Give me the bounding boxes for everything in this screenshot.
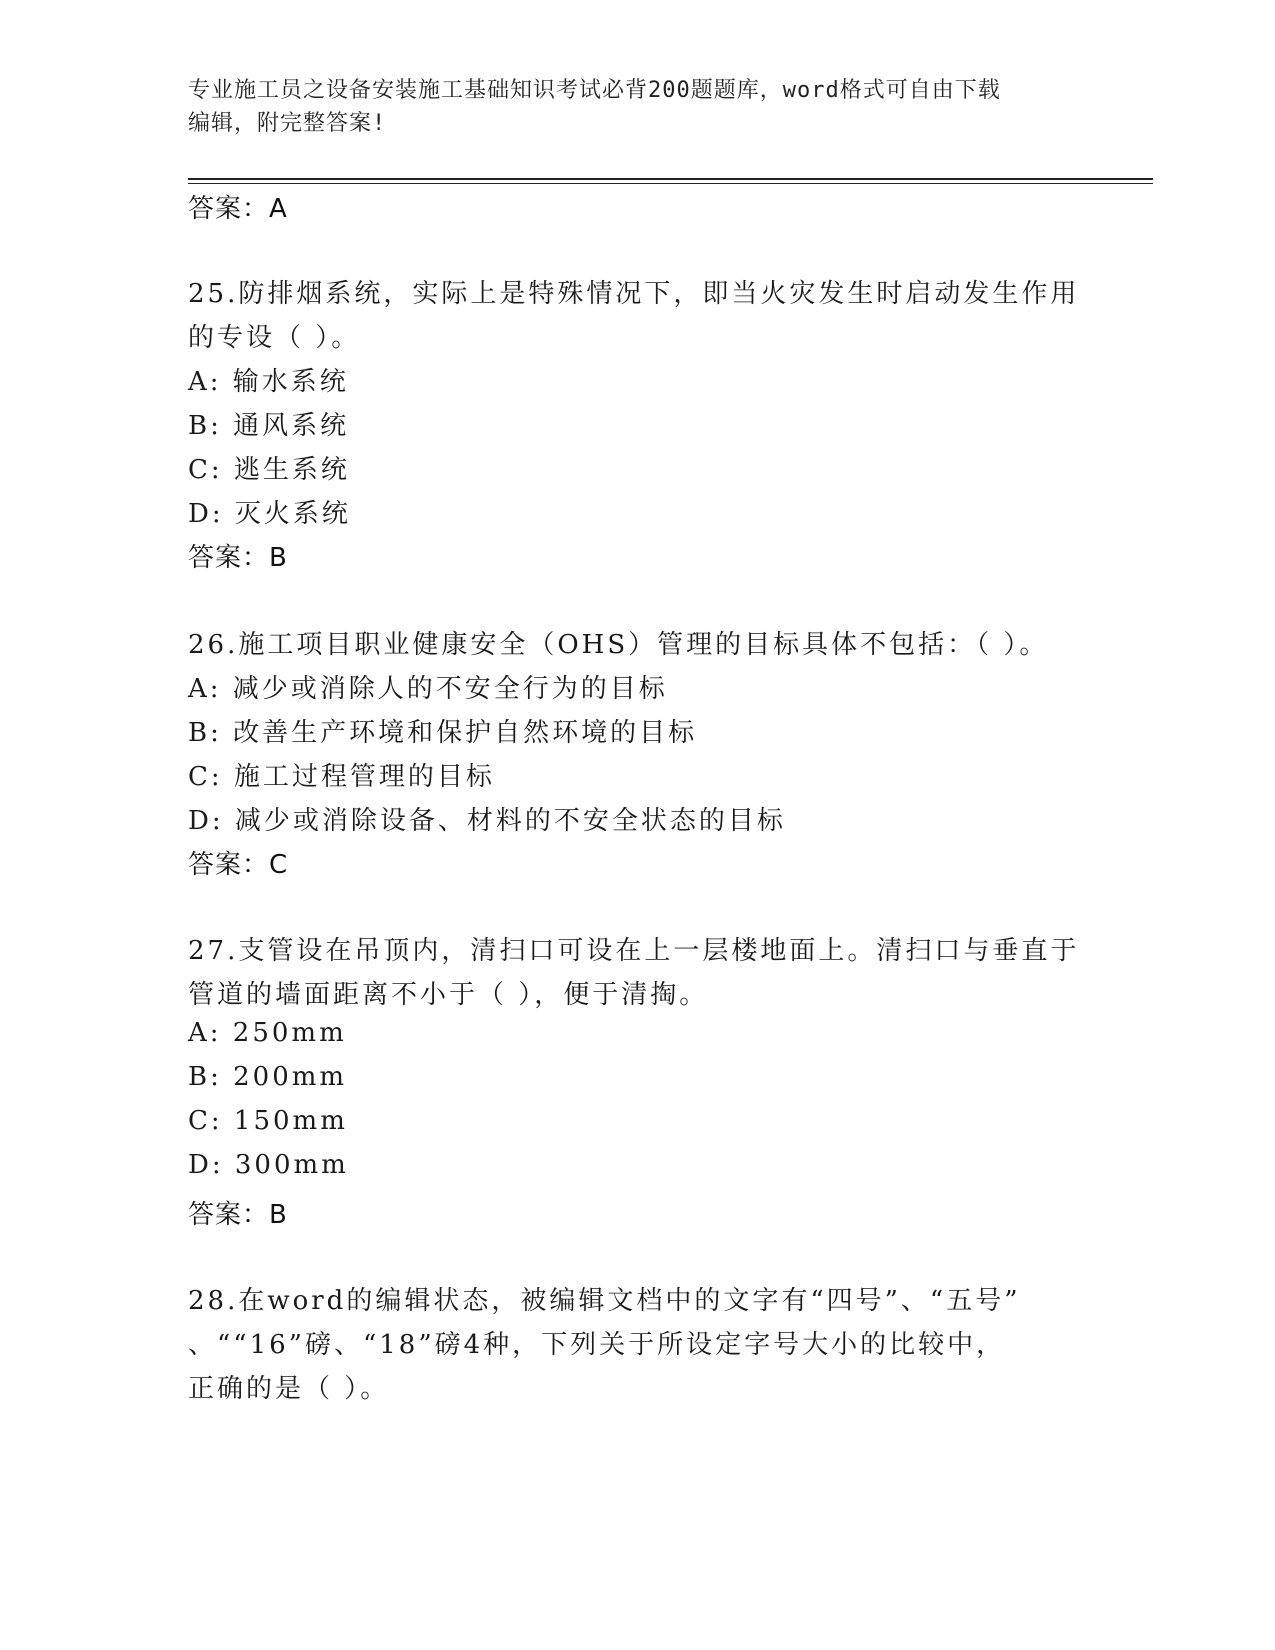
header-divider-thick xyxy=(188,178,1153,180)
question-26-answer: 答案：C xyxy=(188,850,289,880)
question-27-option-b: B: 200mm xyxy=(188,1062,348,1092)
question-27-answer: 答案：B xyxy=(188,1200,288,1230)
header-line-1: 专业施工员之设备安装施工基础知识考试必背200题题库，word格式可自由下载 xyxy=(188,78,1001,103)
question-27-stem-line-2: 管道的墙面距离不小于（ ），便于清掏。 xyxy=(188,980,709,1010)
question-25-stem-line-2: 的专设（ ）。 xyxy=(188,323,361,353)
question-27-stem-line-1: 27.支管设在吊顶内，清扫口可设在上一层楼地面上。清扫口与垂直于 xyxy=(188,936,1080,966)
question-28-stem-line-1: 28.在word的编辑状态，被编辑文档中的文字有“四号”、“五号” xyxy=(188,1286,1021,1316)
header-divider-thin xyxy=(188,183,1153,184)
document-header xyxy=(188,74,1088,140)
question-25-option-b: B: 通风系统 xyxy=(188,411,350,441)
question-27-option-c: C: 150mm xyxy=(188,1106,348,1136)
question-28-stem-line-3: 正确的是（ ）。 xyxy=(188,1374,390,1404)
question-26-option-d: D: 减少或消除设备、材料的不安全状态的目标 xyxy=(188,806,786,836)
question-26-option-a: A: 减少或消除人的不安全行为的目标 xyxy=(188,674,668,704)
question-27-option-a: A: 250mm xyxy=(188,1018,347,1048)
question-26-stem-line-1: 26.施工项目职业健康安全（OHS）管理的目标具体不包括：（ ）。 xyxy=(188,630,1049,660)
question-25-answer: 答案：B xyxy=(188,543,288,573)
question-28-stem-line-2: 、““16”磅、“18”磅4种，下列关于所设定字号大小的比较中， xyxy=(188,1330,1006,1360)
question-25-option-c: C: 逃生系统 xyxy=(188,455,350,485)
question-26-option-c: C: 施工过程管理的目标 xyxy=(188,762,495,792)
question-25-option-d: D: 灭火系统 xyxy=(188,499,351,529)
question-26-option-b: B: 改善生产环境和保护自然环境的目标 xyxy=(188,718,698,748)
answer-line-24: 答案：A xyxy=(188,194,288,224)
question-27-option-d: D: 300mm xyxy=(188,1150,349,1180)
question-25-stem-line-1: 25.防排烟系统，实际上是特殊情况下，即当火灾发生时启动发生作用 xyxy=(188,279,1080,309)
header-line-2: 编辑，附完整答案! xyxy=(188,111,387,136)
question-25-option-a: A: 输水系统 xyxy=(188,367,349,397)
